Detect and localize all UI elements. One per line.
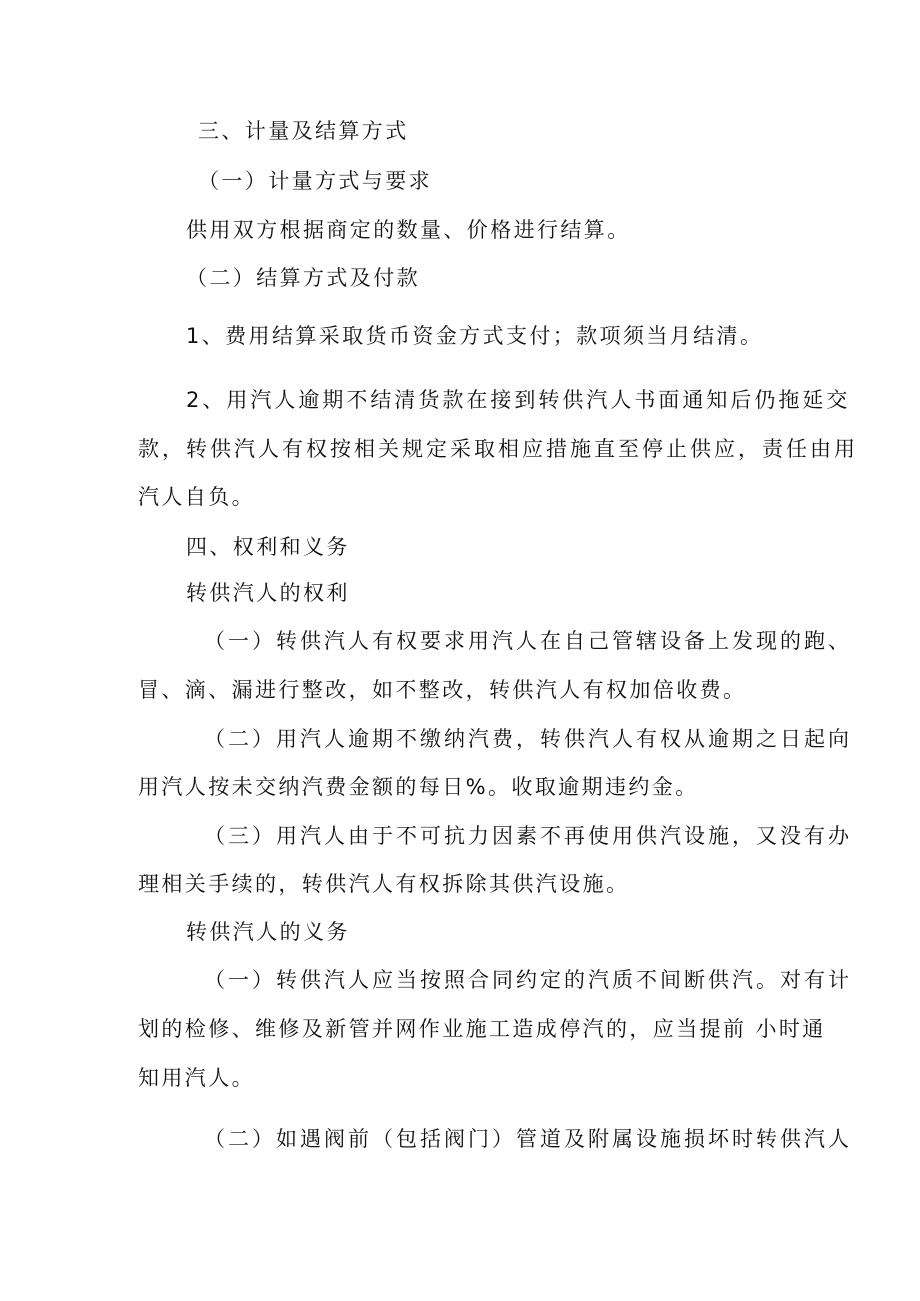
duty-2-line-1: （二）如遇阀前（包括阀门）管道及附属设施损坏时转供汽人	[204, 1127, 852, 1151]
duties-heading: 转供汽人的义务	[186, 920, 350, 944]
right-2-line-1: （二）用汽人逾期不缴纳汽费，转供汽人有权从逾期之日起向	[204, 727, 852, 751]
subsection-2-heading: （二）结算方式及付款	[186, 266, 420, 290]
rights-heading: 转供汽人的权利	[186, 581, 350, 605]
right-3-line-1: （三）用汽人由于不可抗力因素不再使用供汽设施，又没有办	[204, 824, 852, 848]
right-2-line-2: 用汽人按未交纳汽费金额的每日%。收取逾期违约金。	[138, 775, 699, 799]
duty-1-line-3: 知用汽人。	[138, 1066, 255, 1090]
payment-item-2-line-1: 2、用汽人逾期不结清货款在接到转供汽人书面通知后仍拖延交	[186, 388, 851, 412]
subsection-1-text: 供用双方根据商定的数量、价格进行结算。	[186, 218, 631, 242]
right-1-line-2: 冒、滴、漏进行整改，如不整改，转供汽人有权加倍收费。	[138, 678, 747, 702]
section-3-heading: 三、计量及结算方式	[198, 119, 409, 143]
right-3-line-2: 理相关手续的，转供汽人有权拆除其供汽设施。	[138, 872, 630, 896]
payment-item-1: 1、费用结算采取货币资金方式支付；款项须当月结清。	[186, 324, 764, 348]
payment-item-2-line-2: 款，转供汽人有权按相关规定采取相应措施直至停止供应，责任由用	[138, 437, 858, 461]
right-1-line-1: （一）转供汽人有权要求用汽人在自己管辖设备上发现的跑、	[204, 629, 852, 653]
duty-1-line-1: （一）转供汽人应当按照合同约定的汽质不间断供汽。对有计	[204, 968, 852, 992]
duty-1-line-2: 划的检修、维修及新管并网作业施工造成停汽的，应当提前 小时通	[138, 1017, 826, 1041]
subsection-1-heading: （一）计量方式与要求	[198, 169, 432, 193]
payment-item-2-line-3: 汽人自负。	[138, 485, 255, 509]
section-4-heading: 四、权利和义务	[186, 535, 350, 559]
